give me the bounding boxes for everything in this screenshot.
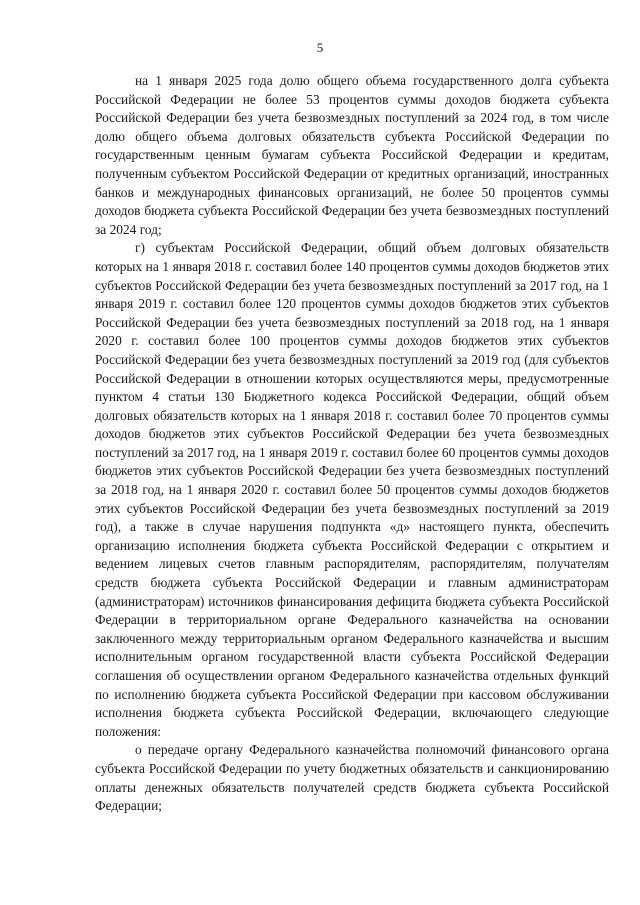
paragraph-transfer-of-powers: о передаче органу Федерального казначейства полномочий финансового органа субъекта Российской Федерации по учету бюджетных обязательств и санкционированию оплаты денежных обязательств получателей средств бюджета субъекта Российской Федерации;	[95, 742, 609, 814]
paragraph-debt-limit-2025: на 1 января 2025 года долю общего объема государственного долга субъекта Российской Федерации не более 53 процентов суммы доходов бюджета субъекта Российской Федерации без учета безвозмездных поступлений за 2024 год, в том числе долю общего объема долговых обязательств субъекта Российской Федерации по государственным ценным бумагам субъекта Российской Федерации и кредитам, полученным субъектом Российской Федерации от кредитных организаций, иностранных банков и международных финансовых организаций, не более 50 процентов суммы доходов бюджета субъекта Российской Федерации без учета безвозмездных поступлений за 2024 год;	[95, 73, 609, 237]
paragraph-subitem-g: г) субъектам Российской Федерации, общий объем долговых обязательств которых на 1 января 2018 г. составил более 140 процентов суммы доходов бюджетов этих субъектов Российской Федерации без учета безвозмездных поступлений за 2017 год, на 1 января 2019 г. составил более 120 процентов суммы доходов бюджетов этих субъектов Российской Федерации без учета безвозмездных поступлений за 2018 год, на 1 января 2020 г. составил более 100 процентов суммы доходов бюджетов этих субъектов Российской Федерации без учета безвозмездных поступлений за 2019 год (для субъектов Российской Федерации в отношении которых осуществляются меры, предусмотренные пунктом 4 статьи 130 Бюджетного кодекса Российской Федерации, общий объем долговых обязательств которых на 1 января 2018 г. составил более 70 процентов суммы доходов бюджетов этих субъектов Российской Федерации без учета безвозмездных поступлений за 2017 год, на 1 января 2019 г. составил более 60 процентов суммы доходов бюджетов этих субъектов Российской Федерации без учета безвозмездных поступлений за 2018 год, на 1 января 2020 г. составил более 50 процентов суммы доходов бюджетов этих субъектов Российской Федерации без учета безвозмездных поступлений за 2019 год), а также в случае нарушения подпункта «д» настоящего пункта, обеспечить организацию исполнения бюджета субъекта Российской Федерации с открытием и ведением лицевых счетов главным распорядителям, распорядителям, получателям средств бюджета субъекта Российской Федерации и главным администраторам (администраторам) источников финансирования дефицита бюджета субъекта Российской Федерации в территориальном органе Федерального казначейства на основании заключенного между территориальным органом Федерального казначейства и высшим исполнительным органом государственной власти субъекта Российской Федерации соглашения об осуществлении органом Федерального казначейства отдельных функций по исполнению бюджета субъекта Российской Федерации при кассовом обслуживании исполнения бюджета субъекта Российской Федерации, включающего следующие положения:	[95, 240, 609, 739]
page-number: 5	[316, 40, 324, 55]
document-body	[95, 72, 609, 816]
